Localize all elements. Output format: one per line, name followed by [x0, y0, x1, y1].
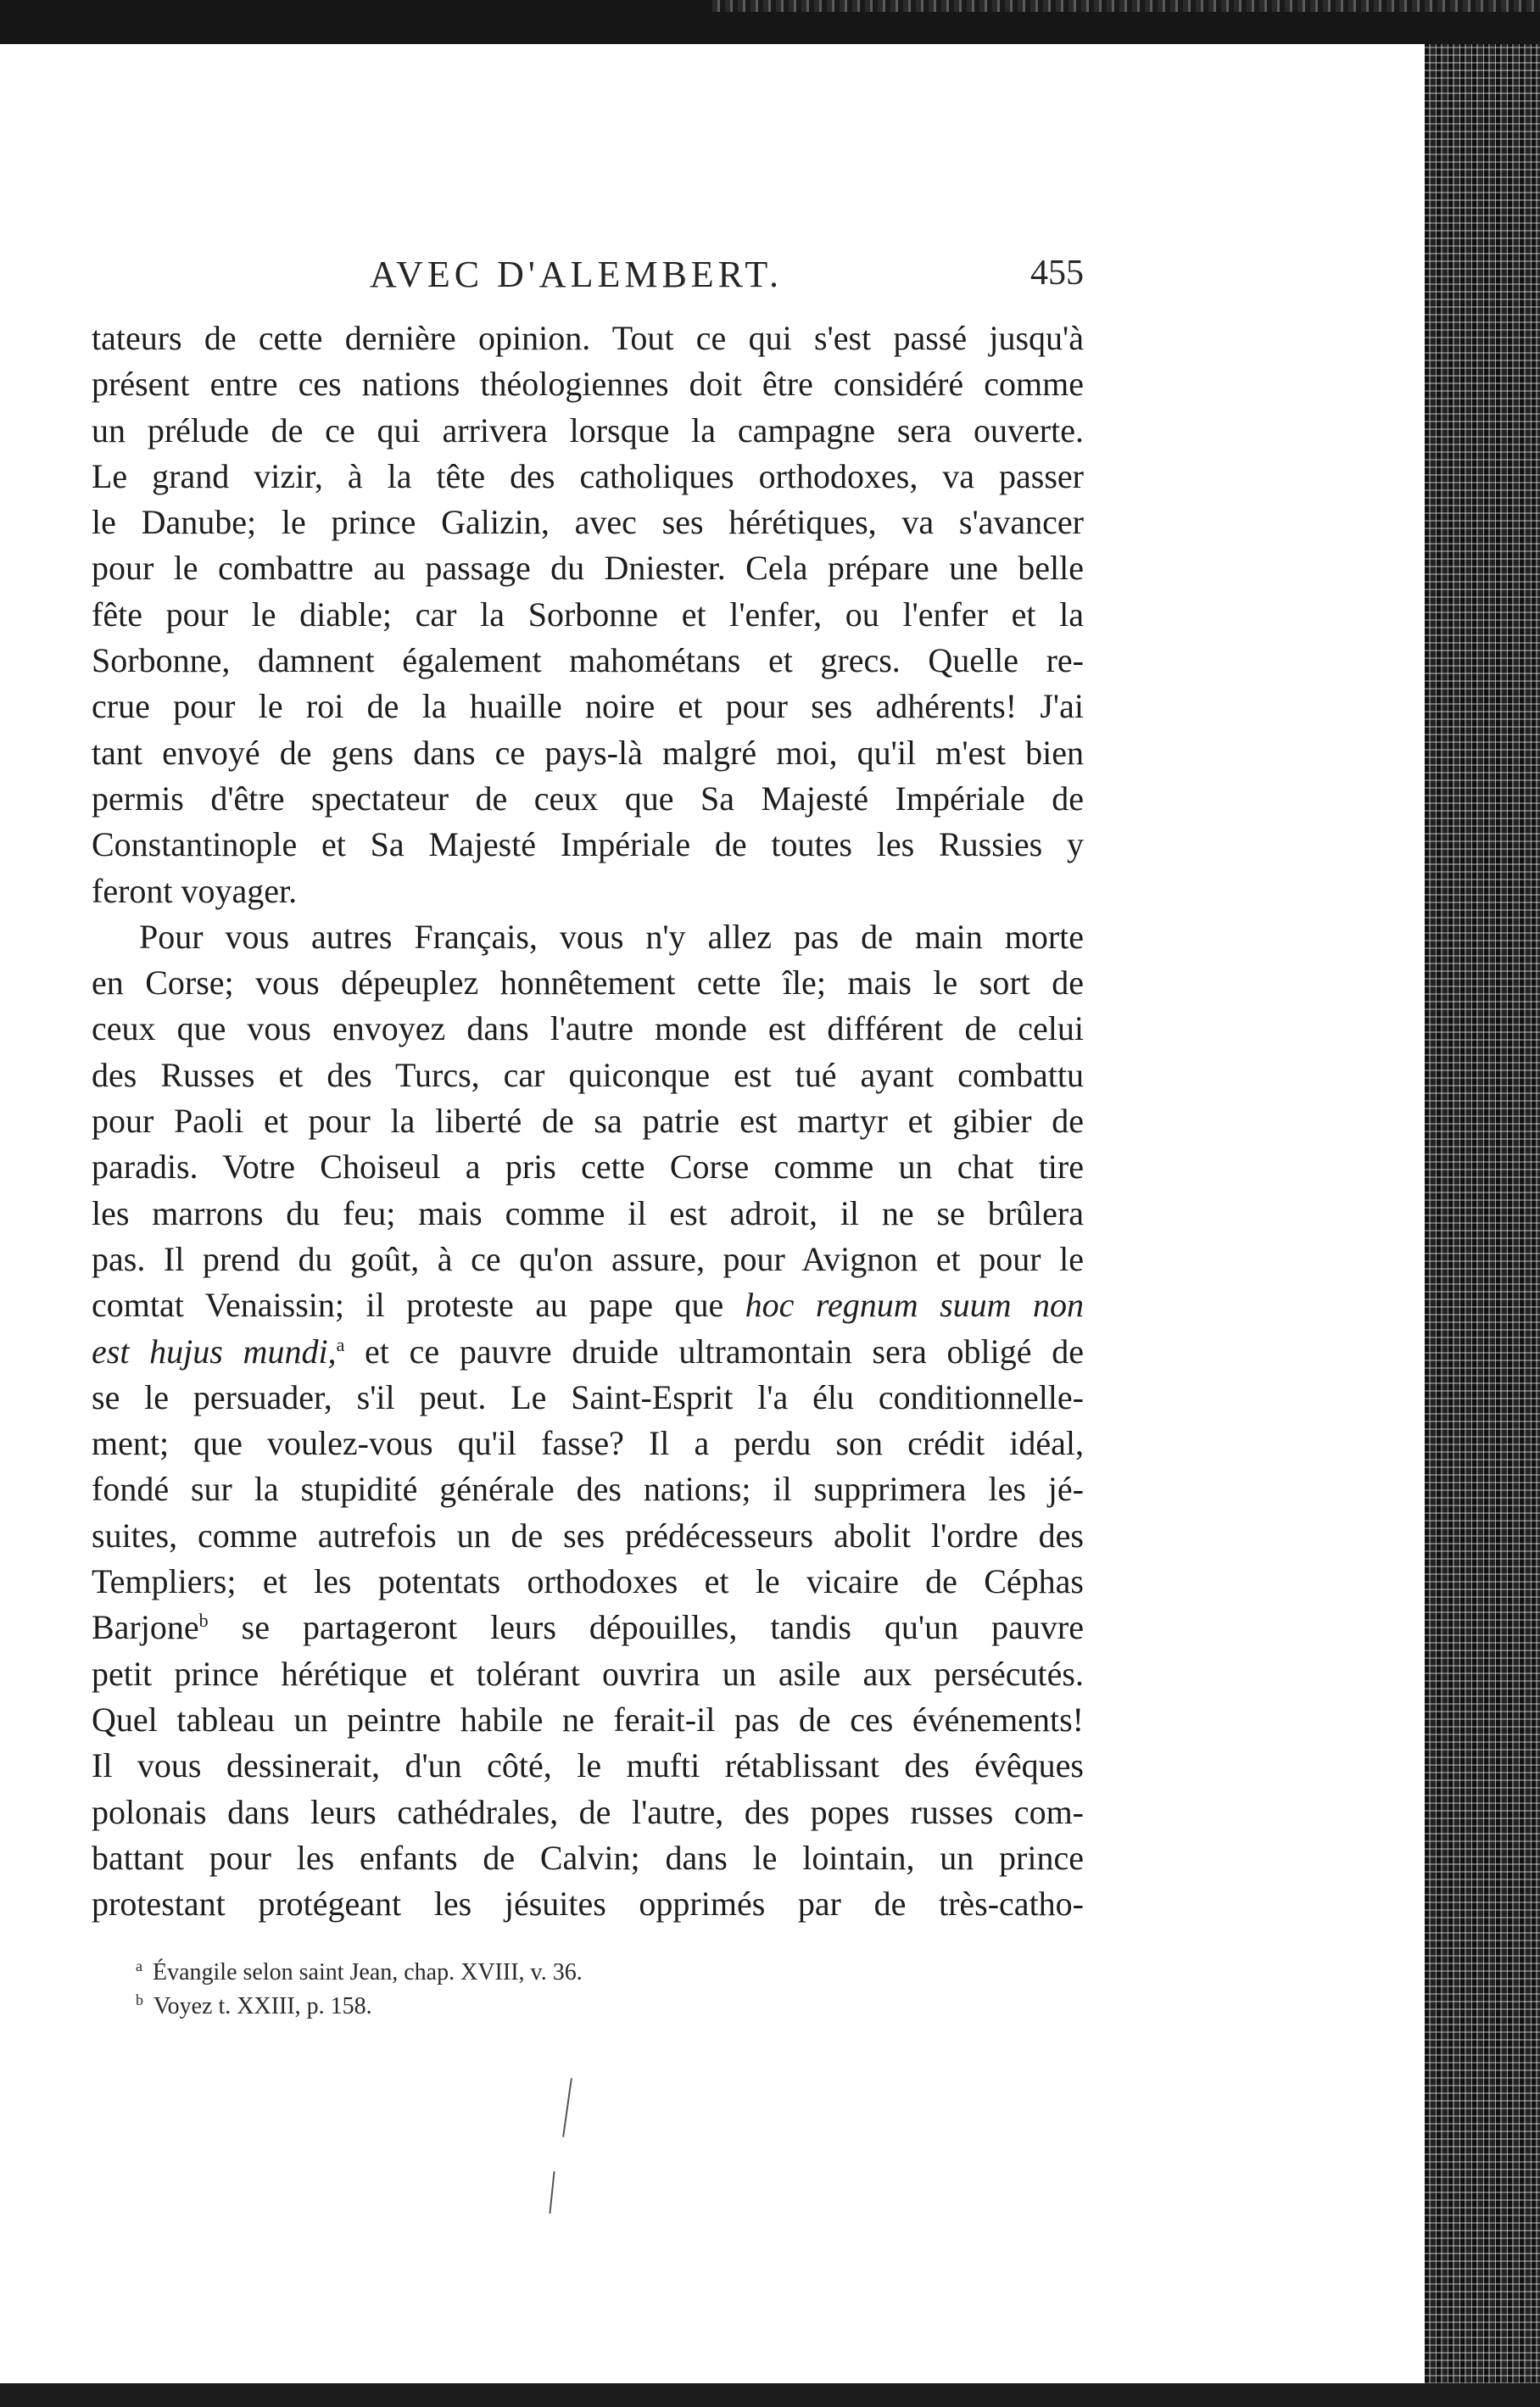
text-line: Il vous dessinerait, d'un côté, le mufti rétablissant des évêques	[92, 1746, 1084, 1785]
text-line: Pour vous autres Français, vous n'y allez pas de main morte	[139, 917, 1084, 956]
text-line: paradis. Votre Choiseul a pris cette Corse comme un chat tire	[92, 1148, 1084, 1187]
footnote-b	[136, 1983, 899, 2017]
text-line: fête pour le diable; car la Sorbonne et l'enfer, ou l'enfer et la	[92, 595, 1084, 634]
paragraph-2	[92, 914, 1084, 1928]
text-line: en Corse; vous dépeuplez honnêtement cette île; mais le sort de	[92, 963, 1084, 1002]
footnote-marker: a	[136, 1957, 142, 1974]
text-line: des Russes et des Turcs, car quiconque est tué ayant combattu	[92, 1055, 1084, 1094]
text-line: tateurs de cette dernière opinion. Tout ce qui s'est passé jusqu'à	[92, 319, 1084, 357]
text-line: battant pour les enfants de Calvin; dans le lointain, un prince	[92, 1838, 1084, 1877]
margin-pencil-mark	[562, 2078, 572, 2137]
running-head: AVEC D'ALEMBERT.	[370, 254, 783, 295]
text-line: permis d'être spectateur de ceux que Sa Majesté Impériale de	[92, 779, 1084, 818]
text-line: petit prince hérétique et tolérant ouvrira un asile aux persécutés.	[92, 1654, 1084, 1693]
paragraph-1	[92, 316, 1084, 914]
latin-quote: hoc regnum suum non	[745, 1286, 1084, 1325]
text-line: tant envoyé de gens dans ce pays-là malgré moi, qu'il m'est bien	[92, 733, 1084, 772]
text-segment: et ce pauvre druide ultramontain sera obligé de	[344, 1332, 1084, 1371]
text-line: Sorbonne, damnent également mahométans et grecs. Quelle re-	[92, 641, 1084, 680]
text-line: polonais dans leurs cathédrales, de l'autre, des popes russes com-	[92, 1792, 1084, 1831]
footnote-ref-b: b	[198, 1610, 209, 1632]
latin-quote: est hujus mundi,	[92, 1332, 337, 1371]
text-line: se le persuader, s'il peut. Le Saint-Esprit l'a élu conditionnelle-	[92, 1377, 1084, 1416]
text-line	[92, 1282, 1084, 1328]
text-line	[92, 1605, 1084, 1650]
text-line: le Danube; le prince Galizin, avec ses hérétiques, va s'avancer	[92, 503, 1084, 542]
text-line: Quel tableau un peintre habile ne ferait-il pas de ces événements!	[92, 1700, 1084, 1739]
text-line: Templiers; et les potentats orthodoxes et le vicaire de Céphas	[92, 1562, 1084, 1601]
text-segment: comtat Venaissin; il proteste au pape que	[92, 1286, 745, 1325]
page-header	[92, 253, 1084, 304]
footnote-text: Évangile selon saint Jean, chap. XVIII, v. 36.	[153, 1959, 583, 1985]
text-line: Le grand vizir, à la tête des catholiques orthodoxes, va passer	[92, 456, 1084, 495]
text-line	[92, 1329, 1084, 1375]
text-segment: Barjone	[92, 1608, 199, 1647]
text-line: un prélude de ce qui arrivera lorsque la campagne sera ouverte.	[92, 410, 1084, 450]
text-line: ceux que vous envoyez dans l'autre monde est différent de celui	[92, 1009, 1084, 1048]
scan-bottom-border	[0, 2383, 1540, 2407]
footnote-text: Voyez t. XXIII, p. 158.	[153, 1993, 372, 2019]
text-line: présent entre ces nations théologiennes doit être considéré comme	[92, 365, 1084, 404]
text-line: pas. Il prend du goût, à ce qu'on assure, pour Avignon et pour le	[92, 1239, 1084, 1278]
scan-top-border	[0, 0, 1540, 44]
footnote-ref-a: a	[336, 1333, 345, 1355]
scan-right-border	[1425, 44, 1540, 2407]
text-line: pour le combattre au passage du Dniester. Cela prépare une belle	[92, 549, 1084, 588]
body-text	[92, 316, 1084, 1927]
text-line: ment; que voulez-vous qu'il fasse? Il a perdu son crédit idéal,	[92, 1424, 1084, 1463]
footnote-marker: b	[136, 1991, 143, 2008]
text-segment: se partageront leurs dépouilles, tandis qu'un pauvre	[208, 1608, 1084, 1647]
text-line: suites, comme autrefois un de ses prédécesseurs abolit l'ordre des	[92, 1516, 1084, 1555]
margin-pencil-mark	[549, 2171, 555, 2214]
footnotes	[136, 1949, 899, 2017]
text-line: fondé sur la stupidité générale des nations; il supprimera les jé-	[92, 1470, 1084, 1509]
text-line: feront voyager.	[92, 871, 298, 910]
text-line: crue pour le roi de la huaille noire et pour ses adhérents! J'ai	[92, 687, 1084, 726]
text-line: pour Paoli et pour la liberté de sa patrie est martyr et gibier de	[92, 1102, 1084, 1141]
footnote-a	[136, 1949, 899, 1983]
scan-top-border-noise	[712, 0, 1540, 12]
page-number: 455	[1030, 254, 1084, 293]
text-line: protestant protégeant les jésuites opprimés par de très-catho-	[92, 1885, 1084, 1924]
text-line: Constantinople et Sa Majesté Impériale de toutes les Russies y	[92, 825, 1084, 864]
text-line: les marrons du feu; mais comme il est adroit, il ne se brûlera	[92, 1193, 1084, 1232]
